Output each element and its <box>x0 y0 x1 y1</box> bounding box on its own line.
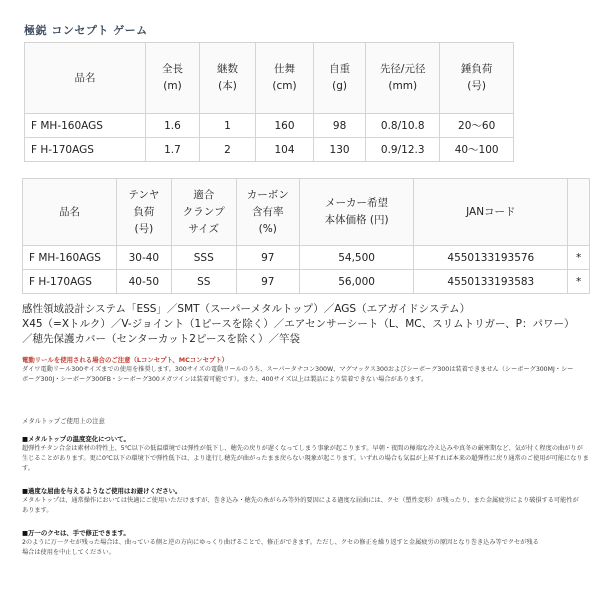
reel-note <box>22 355 592 385</box>
col-header-price: メーカー希望 本体価格 (円) <box>299 179 414 246</box>
section-line: あります。 <box>22 507 53 514</box>
section-title: ■過度な屈曲を与えるようなご使用はお避けください。 <box>22 487 182 495</box>
section-line: 場合は使用を中止してください。 <box>22 549 115 556</box>
spec-table-2 <box>22 178 590 294</box>
features-line: 感性領域設計システム「ESS」／SMT（スーパーメタルトップ）／AGS（エアガイドシステム） <box>22 303 471 315</box>
col-header-mark <box>568 179 590 246</box>
section-title: ■メタルトップの温度変化について。 <box>22 435 130 443</box>
metal-top-notes <box>22 416 592 558</box>
col-header-pieces: 継数 (本) <box>199 43 255 114</box>
section-line: メタルトップは、通常操作においては快適にご使用いただけますが、巻き込み・穂先の糸がらみ等外的要因による過度な屈曲には、クセ（塑性変形）が残ったり、また金属疲労により破損する可能性が <box>22 497 579 504</box>
table-row: F H-170AGS 1.7 2 104 130 0.9/12.3 40〜100 <box>25 138 514 162</box>
section-line: す。 <box>22 465 34 472</box>
features-line: ／穂先保護カバー（センターカット2ピースを除く）／竿袋 <box>22 333 300 345</box>
col-header-sinker: 錘負荷 (号) <box>440 43 514 114</box>
features-text <box>22 302 592 347</box>
col-header-name: 品名 <box>23 179 117 246</box>
features-line: X45（=Xトルク）／V-ジョイント（1ピースを除く）／エアセンサーシート（L、MC、スリムトリガー、P：パワー） <box>22 318 575 330</box>
table-row: F MH-160AGS 1.6 1 160 98 0.8/10.8 20〜60 <box>25 114 514 138</box>
section-title: ■万一のクセは、手で修正できます。 <box>22 529 130 537</box>
metal-top-heading: メタルトップご使用上の注意 <box>22 417 105 425</box>
col-header-length: 全長 (m) <box>145 43 199 114</box>
col-header-name: 品名 <box>25 43 146 114</box>
table-row: F MH-160AGS 30-40 SSS 97 54,500 4550133193576 * <box>23 246 590 270</box>
reel-note-line: ダイワ電動リール300サイズまでの使用を推奨します。300サイズの電動リールのうち、スーパータナコン300W、マグマックス300およびシーボーグ300は装着できません（シーボーグ300MJ・シー <box>22 366 574 373</box>
col-header-jan: JANコード <box>414 179 568 246</box>
page-title: 極鋭 コンセプト ゲーム <box>24 24 148 37</box>
col-header-weight: 自重 (g) <box>314 43 366 114</box>
reel-note-heading: 電動リールを使用される場合のご注意（Lコンセプト、MCコンセプト） <box>22 356 229 364</box>
col-header-clamp-size: 適合 クランプ サイズ <box>171 179 236 246</box>
section-line: 生じることがあります。更に0℃以下の環境下で弾性低下は、より進行し穂先が曲がったまま戻らない現象が起こります。いずれの場合も気温が上昇すれば本来の超弾性に戻り通常のご使用が可能になりま <box>22 455 589 462</box>
table-header-row <box>25 43 514 114</box>
col-header-diameter: 先径/元径 (mm) <box>366 43 440 114</box>
section-line: 2のように万一クセが残った場合は、曲っている側と逆の方向にゆっくり曲げることで、修正ができます。ただし、クセの修正を繰り返すと金属疲労の原因となり巻き込み等でクセが残る <box>22 539 539 546</box>
col-header-closed-length: 仕舞 (cm) <box>255 43 313 114</box>
col-header-tenya-load: テンヤ 負荷 (号) <box>116 179 171 246</box>
reel-note-line: ボーグ300J・シーボーグ300FB・シーボーグ300メガツインは装着可能です）。また、400サイズ以上は製品により装着できない場合があります。 <box>22 376 428 383</box>
spec-table-1 <box>24 42 514 162</box>
table-header-row <box>23 179 590 246</box>
col-header-carbon: カーボン 含有率 (%) <box>236 179 299 246</box>
table-row: F H-170AGS 40-50 SS 97 56,000 4550133193583 * <box>23 270 590 294</box>
section-line: 超弾性チタン合金は素材の特性上、5℃以下の低温環境では弾性が低下し、穂先の戻りが遅くなってしまう事象が起こります。早朝・夜間の極端な冷え込みや真冬の厳寒期など、気が付く程度の曲がりが <box>22 445 583 452</box>
